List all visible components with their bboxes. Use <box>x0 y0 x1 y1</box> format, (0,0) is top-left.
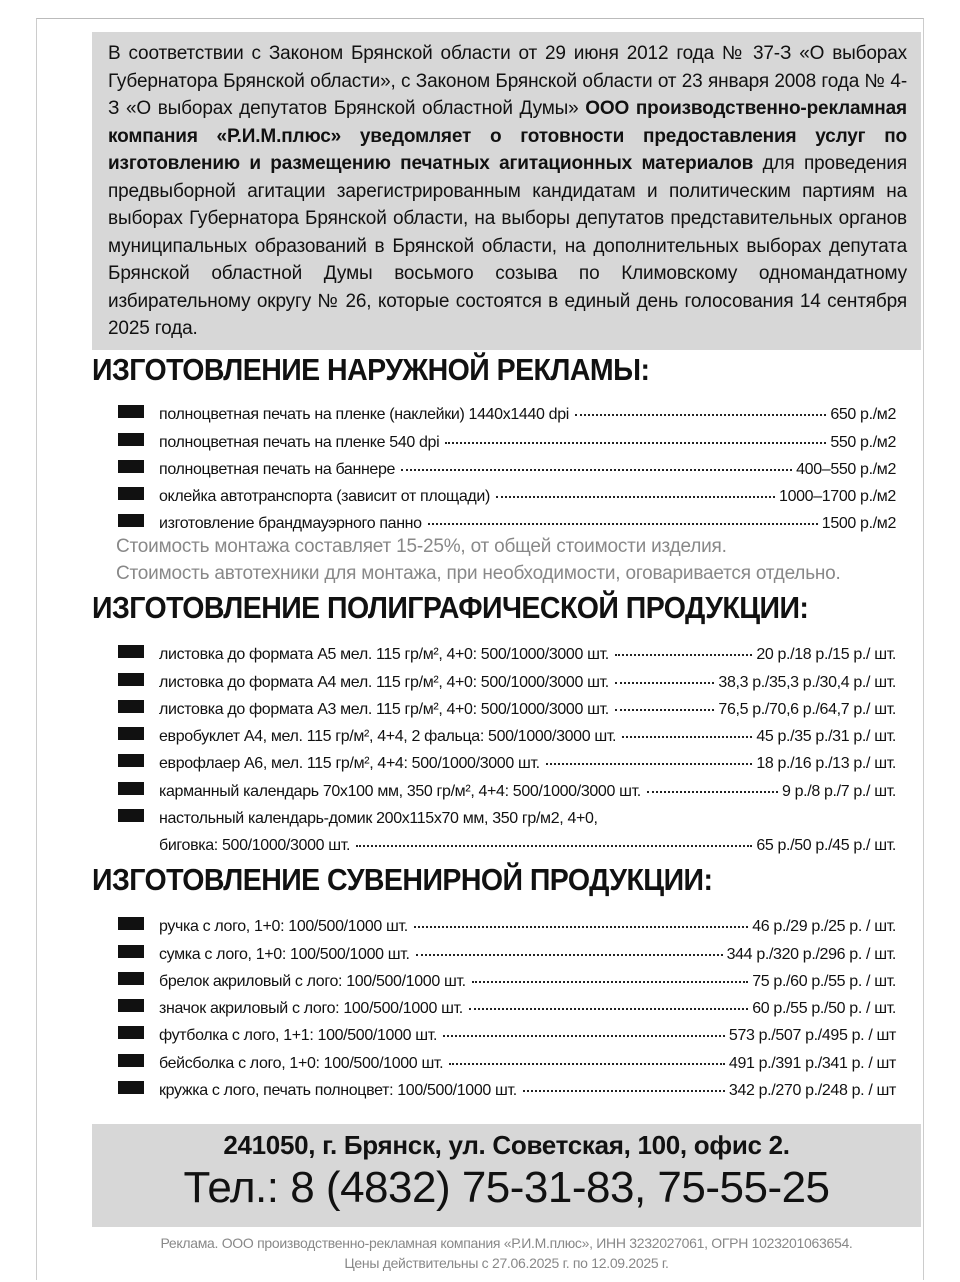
item-price: 60 р./55 р./50 р. / шт. <box>752 1000 896 1018</box>
souvenir-heading: ИЗГОТОВЛЕНИЕ СУВЕНИРНОЙ ПРОДУКЦИИ: <box>92 862 713 897</box>
bullet-icon <box>118 487 144 500</box>
item-label: листовка до формата А4 мел. 115 гр/м², 4+0: 500/1000/3000 шт. <box>159 673 609 691</box>
leader-dots <box>443 1035 725 1037</box>
item-price: 20 р./18 р./15 р./ шт. <box>756 646 896 664</box>
price-row <box>118 452 896 479</box>
item-label: футболка с лого, 1+1: 100/500/1000 шт. <box>159 1027 438 1045</box>
intro-text: В соответствии с Законом Брянской области от 29 июня 2012 года № 37-З «О выборах Губернатора Брянской области», с Законом Брянской области от 23 января 2008 года № 4-З «О выборах депутатов Брянской областной Думы» <box>108 43 907 119</box>
price-row-calendar <box>118 801 896 828</box>
footer-legal-line: Реклама. ООО производственно-рекламная компания «Р.И.М.плюс», ИНН 3232027061, ОГРН 1023201063654. <box>160 1235 853 1251</box>
item-label: листовка до формата А5 мел. 115 гр/м², 4+0: 500/1000/3000 шт. <box>159 646 609 664</box>
leader-dots <box>356 845 752 847</box>
item-label: кружка с лого, печать полноцвет: 100/500/1000 шт. <box>159 1082 517 1100</box>
intro-text-tail: для проведения предвыборной агитации зарегистрированным кандидатам и политическим партиям на выборах Губернатора Брянской области, на выборы депутатов представительных органов муниципальных образований в Брянской области, на дополнительных выборах депутата Брянской областной Думы восьмого созыва по Климовскому одномандатному избирательному округу № 26, которые состоятся в единый день голосования 14 сентября 2025 года. <box>108 153 907 339</box>
leader-dots <box>615 682 714 684</box>
phone: Тел.: 8 (4832) 75-31-83, 75-55-25 <box>183 1163 830 1212</box>
item-price: 342 р./270 р./248 р. / шт <box>728 1082 896 1100</box>
leader-dots <box>546 763 753 765</box>
item-price: 65 р./50 р./45 р./ шт. <box>756 837 896 855</box>
price-row <box>118 664 896 691</box>
leader-dots <box>472 981 748 983</box>
item-label: полноцветная печать на пленке 540 dpi <box>159 433 440 451</box>
bullet-icon <box>118 460 144 473</box>
bullet-icon <box>118 700 144 713</box>
price-row <box>118 1018 896 1045</box>
item-price: 18 р./16 р./13 р./ шт. <box>756 755 896 773</box>
footer-validity-line: Цены действительны с 27.06.2025 г. по 12.09.2025 г. <box>344 1255 669 1271</box>
price-row <box>118 506 896 533</box>
bullet-icon <box>118 945 144 958</box>
price-row <box>118 1073 896 1100</box>
leader-dots <box>615 709 714 711</box>
leader-dots <box>445 442 826 444</box>
bullet-icon <box>118 999 144 1012</box>
item-label: оклейка автотранспорта (зависит от площади) <box>159 488 490 506</box>
souvenir-list <box>118 909 896 1100</box>
price-row <box>118 909 896 936</box>
mounting-note: Стоимость монтажа составляет 15-25%, от общей стоимости изделия. <box>116 536 727 557</box>
price-row <box>118 424 896 451</box>
item-label: бейсболка с лого, 1+0: 100/500/1000 шт. <box>159 1054 444 1072</box>
outdoor-list <box>118 397 896 533</box>
item-price: 76,5 р./70,6 р./64,7 р./ шт. <box>718 700 896 718</box>
price-row <box>118 773 896 800</box>
item-price: 344 р./320 р./296 р. / шт. <box>726 945 896 963</box>
item-price: 1500 р./м2 <box>821 515 896 533</box>
bullet-icon <box>118 1081 144 1094</box>
outdoor-heading: ИЗГОТОВЛЕНИЕ НАРУЖНОЙ РЕКЛАМЫ: <box>92 352 650 387</box>
bullet-icon <box>118 405 144 418</box>
item-price: 38,3 р./35,3 р./30,4 р./ шт. <box>718 673 896 691</box>
print-heading: ИЗГОТОВЛЕНИЕ ПОЛИГРАФИЧЕСКОЙ ПРОДУКЦИИ: <box>92 590 809 625</box>
leader-dots <box>647 791 778 793</box>
price-row <box>118 746 896 773</box>
price-row <box>118 479 896 506</box>
leader-dots <box>428 523 818 525</box>
item-label: листовка до формата А3 мел. 115 гр/м², 4+0: 500/1000/3000 шт. <box>159 700 609 718</box>
price-row <box>118 397 896 424</box>
price-row <box>118 719 896 746</box>
bullet-icon <box>118 673 144 686</box>
bullet-icon <box>118 727 144 740</box>
leader-dots <box>575 414 826 416</box>
leader-dots <box>469 1008 748 1010</box>
footer-legal <box>92 1233 921 1273</box>
item-label: биговка: 500/1000/3000 шт. <box>159 837 351 855</box>
print-list <box>118 637 896 855</box>
item-label: ручка с лого, 1+0: 100/500/1000 шт. <box>159 918 408 936</box>
item-label: настольный календарь-домик 200х115х70 мм, 350 гр/м2, 4+0, <box>159 810 598 828</box>
item-price: 45 р./35 р./31 р./ шт. <box>756 728 896 746</box>
price-row-calendar-cont <box>118 828 896 855</box>
leader-dots <box>449 1063 725 1065</box>
item-label: полноцветная печать на пленке (наклейки) 1440х1440 dpi <box>159 406 569 424</box>
bullet-icon <box>118 1026 144 1039</box>
item-price: 491 р./391 р./341 р. / шт <box>728 1054 896 1072</box>
bullet-icon <box>118 433 144 446</box>
price-row <box>118 637 896 664</box>
contact-box <box>92 1124 921 1227</box>
item-label: сумка с лого, 1+0: 100/500/1000 шт. <box>159 945 410 963</box>
item-price: 1000–1700 р./м2 <box>779 488 896 506</box>
leader-dots <box>416 954 723 956</box>
intro-company-notice: ООО производственно-рекламная компания «Р.И.М.плюс» уведомляет о готовности предоставления услуг по изготовлению и размещению печатных агитационных материалов <box>108 98 907 174</box>
intro-notice <box>92 32 921 350</box>
bullet-icon <box>118 1054 144 1067</box>
item-price: 75 р./60 р./55 р. / шт. <box>752 972 896 990</box>
item-label: полноцветная печать на баннере <box>159 460 396 478</box>
leader-dots <box>401 469 792 471</box>
bullet-icon <box>118 754 144 767</box>
leader-dots <box>622 736 752 738</box>
price-row <box>118 1045 896 1072</box>
bullet-icon <box>118 645 144 658</box>
leader-dots <box>523 1090 725 1092</box>
item-label: изготовление брандмауэрного панно <box>159 515 422 533</box>
price-row <box>118 692 896 719</box>
leader-dots <box>496 496 775 498</box>
bullet-icon <box>118 782 144 795</box>
item-price: 9 р./8 р./7 р./ шт. <box>781 782 896 800</box>
item-label: карманный календарь 70х100 мм, 350 гр/м², 4+4: 500/1000/3000 шт. <box>159 782 641 800</box>
bullet-icon <box>118 809 144 822</box>
leader-dots <box>615 654 752 656</box>
price-row <box>118 936 896 963</box>
item-price: 573 р./507 р./495 р. / шт <box>728 1027 896 1045</box>
item-price: 550 р./м2 <box>830 433 896 451</box>
leader-dots <box>414 926 748 928</box>
price-row <box>118 991 896 1018</box>
bullet-icon <box>118 514 144 527</box>
address: 241050, г. Брянск, ул. Советская, 100, офис 2. <box>223 1130 790 1160</box>
bullet-icon <box>118 972 144 985</box>
item-price: 46 р./29 р./25 р. / шт. <box>752 918 896 936</box>
item-price: 400–550 р./м2 <box>796 460 896 478</box>
bullet-icon <box>118 917 144 930</box>
item-price: 650 р./м2 <box>830 406 896 424</box>
item-label: евробуклет А4, мел. 115 гр/м², 4+4, 2 фальца: 500/1000/3000 шт. <box>159 728 617 746</box>
equipment-note: Стоимость автотехники для монтажа, при необходимости, оговаривается отдельно. <box>116 563 841 584</box>
price-row <box>118 964 896 991</box>
item-label: брелок акриловый с лого: 100/500/1000 шт. <box>159 972 466 990</box>
item-label: еврофлаер А6, мел. 115 гр/м², 4+4: 500/1000/3000 шт. <box>159 755 540 773</box>
item-label: значок акриловый с лого: 100/500/1000 шт. <box>159 1000 463 1018</box>
